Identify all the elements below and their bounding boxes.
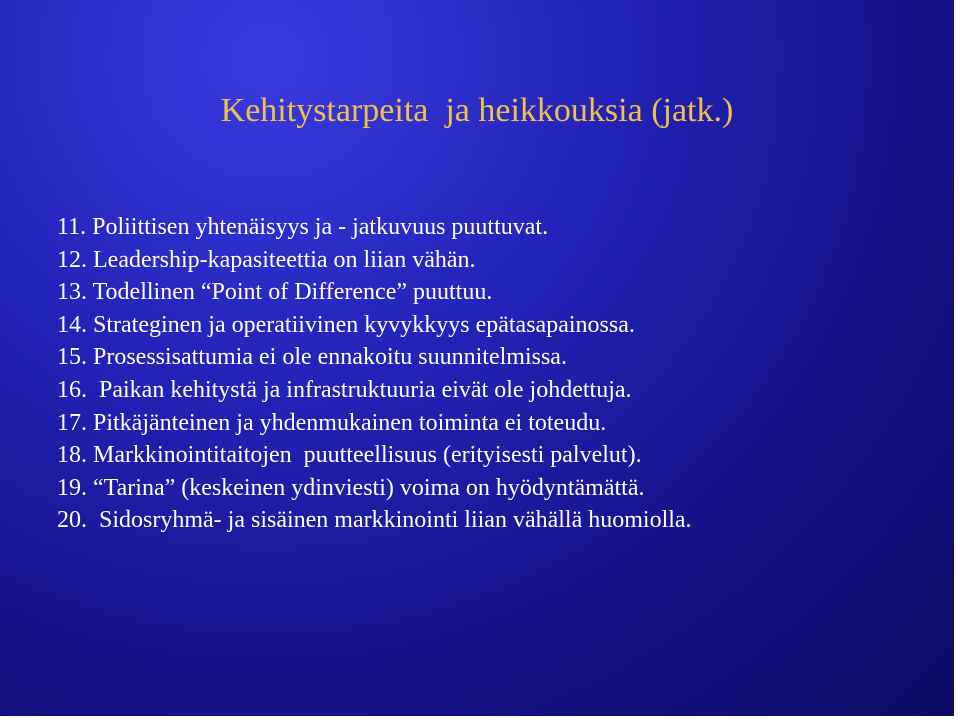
list-item: 20. Sidosryhmä- ja sisäinen markkinointi liian vähällä huomiolla. xyxy=(57,507,692,534)
list-item: 12. Leadership-kapasiteettia on liian vähän. xyxy=(57,246,476,273)
list-item: 13. Todellinen “Point of Difference” puuttuu. xyxy=(57,279,493,306)
list-item: 19. “Tarina” (keskeinen ydinviesti) voima on hyödyntämättä. xyxy=(57,474,645,501)
list-item: 17. Pitkäjänteinen ja yhdenmukainen toiminta ei toteudu. xyxy=(57,409,607,436)
item-list xyxy=(57,211,692,537)
list-item: 11. Poliittisen yhtenäisyys ja - jatkuvuus puuttuvat. xyxy=(57,214,549,240)
list-item: 14. Strateginen ja operatiivinen kyvykkyys epätasapainossa. xyxy=(57,311,635,338)
list-item: 16. Paikan kehitystä ja infrastruktuuria eivät ole johdettuja. xyxy=(57,376,632,403)
list-item: 18. Markkinointitaitojen puutteellisuus (erityisesti palvelut). xyxy=(57,442,642,469)
slide-title: Kehitystarpeita ja heikkouksia (jatk.) xyxy=(220,92,734,129)
list-item: 15. Prosessisattumia ei ole ennakoitu suunnitelmissa. xyxy=(57,344,567,371)
